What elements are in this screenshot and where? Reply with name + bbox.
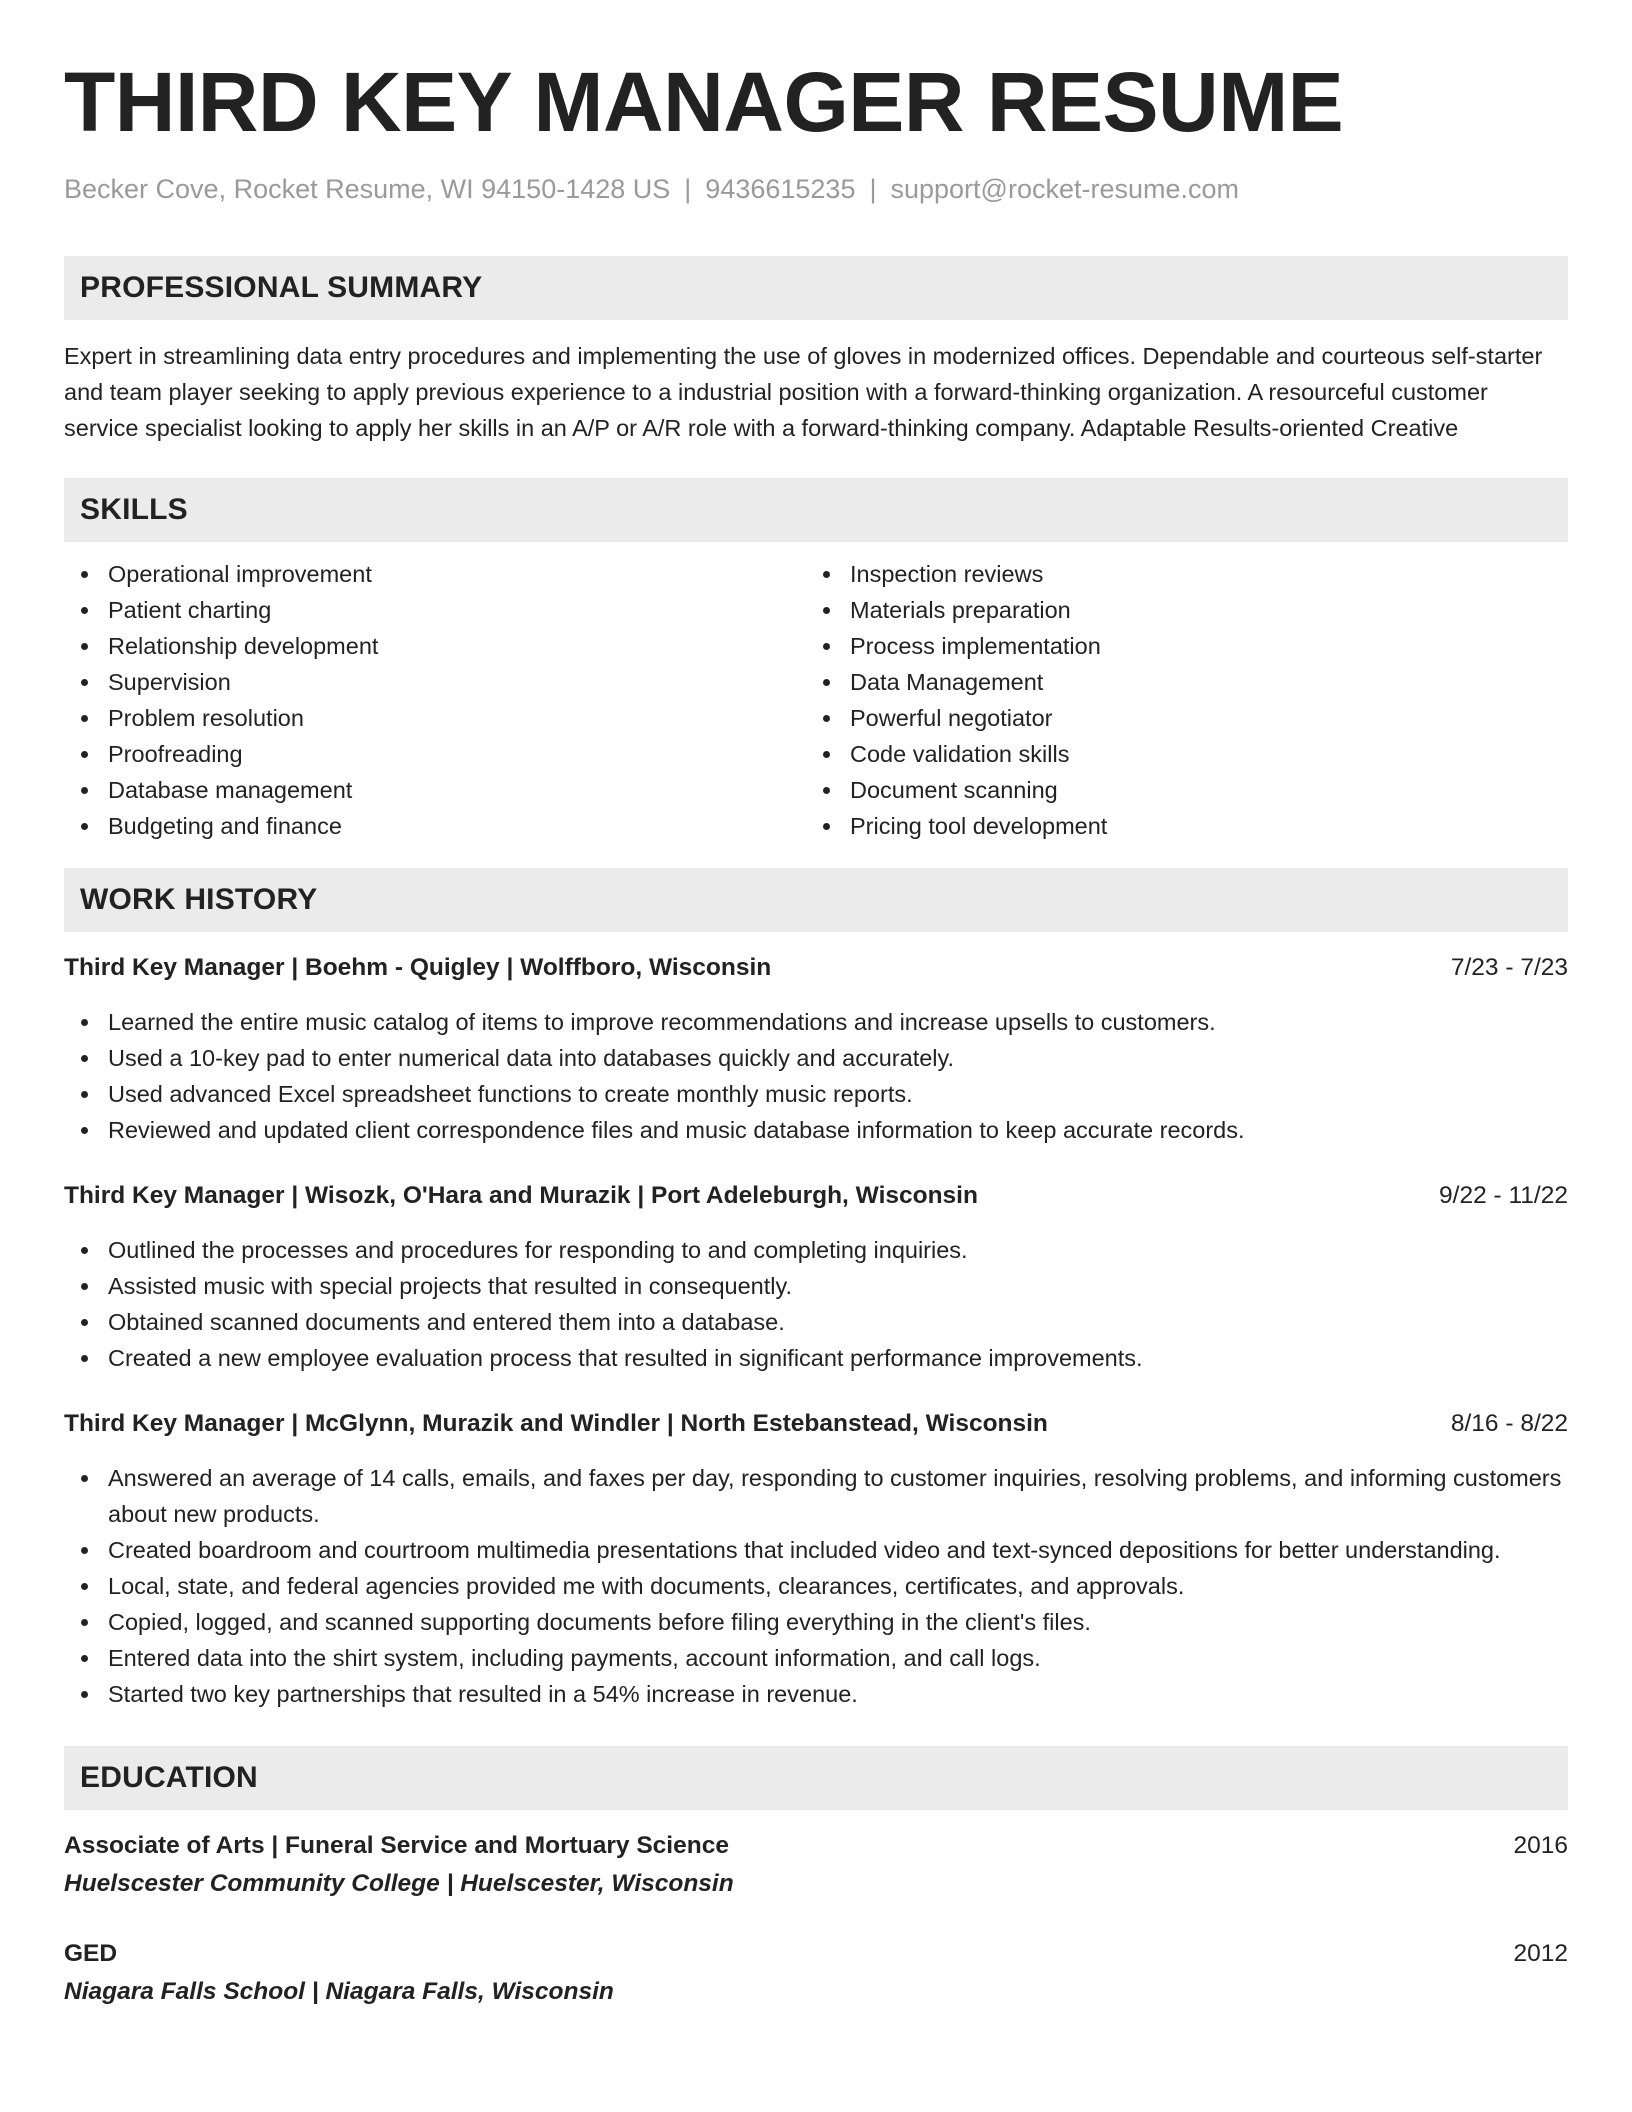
- contact-address: Becker Cove, Rocket Resume, WI 94150-1428 US: [64, 174, 671, 204]
- job-bullet: Assisted music with special projects that resulted in consequently.: [64, 1268, 1568, 1304]
- job-bullet: Used advanced Excel spreadsheet functions to create monthly music reports.: [64, 1076, 1568, 1112]
- skill-item: Database management: [64, 772, 806, 808]
- graduation-year: 2012: [1513, 1940, 1568, 1967]
- skill-item: Problem resolution: [64, 700, 806, 736]
- contact-email[interactable]: support@rocket-resume.com: [890, 174, 1240, 204]
- skill-item: Code validation skills: [806, 736, 1568, 772]
- job-bullet: Created a new employee evaluation process that resulted in significant performance improvements.: [64, 1340, 1568, 1376]
- job-bullet: Answered an average of 14 calls, emails, and faxes per day, responding to customer inquiries, resolving problems, and informing customers about new products.: [64, 1460, 1568, 1532]
- job-bullet: Local, state, and federal agencies provided me with documents, clearances, certificates, and approvals.: [64, 1568, 1568, 1604]
- job-dates: 8/16 - 8/22: [1450, 1410, 1568, 1437]
- skill-item: Patient charting: [64, 592, 806, 628]
- skill-item: Pricing tool development: [806, 808, 1568, 844]
- job-bullet: Learned the entire music catalog of items to improve recommendations and increase upsells to customers.: [64, 1004, 1568, 1040]
- job-entry: [64, 1406, 1568, 1712]
- job-entry: [64, 950, 1568, 1148]
- job-bullets: [64, 1004, 1568, 1148]
- degree-title: Associate of Arts | Funeral Service and Mortuary Science: [64, 1832, 729, 1859]
- job-header: [64, 1406, 1568, 1442]
- skill-item: Document scanning: [806, 772, 1568, 808]
- skill-item: Budgeting and finance: [64, 808, 806, 844]
- summary-heading: PROFESSIONAL SUMMARY: [64, 256, 1568, 320]
- job-title: Third Key Manager | McGlynn, Murazik and Windler | North Estebanstead, Wisconsin: [64, 1410, 1048, 1437]
- graduation-year: 2016: [1513, 1832, 1568, 1859]
- job-header: [64, 950, 1568, 986]
- job-bullet: Entered data into the shirt system, including payments, account information, and call logs.: [64, 1640, 1568, 1676]
- skill-item: Proofreading: [64, 736, 806, 772]
- resume-title: THIRD KEY MANAGER RESUME: [64, 55, 1344, 149]
- job-bullet: Reviewed and updated client correspondence files and music database information to keep accurate records.: [64, 1112, 1568, 1148]
- education-entry: [64, 1936, 1568, 2010]
- job-dates: 9/22 - 11/22: [1439, 1182, 1568, 1209]
- skill-item: Inspection reviews: [806, 556, 1568, 592]
- job-dates: 7/23 - 7/23: [1450, 954, 1568, 981]
- education-entry: [64, 1828, 1568, 1902]
- skills-grid: [64, 556, 1568, 844]
- job-bullet: Obtained scanned documents and entered them into a database.: [64, 1304, 1568, 1340]
- education-header: [64, 1828, 1568, 1864]
- contact-separator: |: [869, 174, 877, 204]
- job-title: Third Key Manager | Boehm - Quigley | Wolffboro, Wisconsin: [64, 954, 772, 981]
- skill-item: Relationship development: [64, 628, 806, 664]
- skills-heading: SKILLS: [64, 478, 1568, 542]
- education-header: [64, 1936, 1568, 1972]
- skill-item: Operational improvement: [64, 556, 806, 592]
- job-header: [64, 1178, 1568, 1214]
- job-bullets: [64, 1460, 1568, 1712]
- job-bullets: [64, 1232, 1568, 1376]
- summary-text: Expert in streamlining data entry procedures and implementing the use of gloves in modernized offices. Dependable and courteous self-starter and team player seeking to apply previous experience to a industrial position with a forward-thinking organization. A resourceful customer service specialist looking to apply her skills in an A/P or A/R role with a forward-thinking company. Adaptable Results-oriented Creative: [64, 343, 1543, 441]
- skills-list-left: [64, 556, 806, 844]
- contact-separator: |: [684, 174, 692, 204]
- job-bullet: Started two key partnerships that resulted in a 54% increase in revenue.: [64, 1676, 1568, 1712]
- skill-item: Powerful negotiator: [806, 700, 1568, 736]
- work-history-heading: WORK HISTORY: [64, 868, 1568, 932]
- school-name: Niagara Falls School | Niagara Falls, Wisconsin: [64, 1978, 614, 2005]
- job-title: Third Key Manager | Wisozk, O'Hara and Murazik | Port Adeleburgh, Wisconsin: [64, 1182, 978, 1209]
- contact-line: [64, 172, 1568, 206]
- school-name: Huelscester Community College | Huelscester, Wisconsin: [64, 1870, 734, 1897]
- degree-title: GED: [64, 1940, 118, 1967]
- skill-item: Materials preparation: [806, 592, 1568, 628]
- skills-list-right: [806, 556, 1568, 844]
- job-bullet: Outlined the processes and procedures for responding to and completing inquiries.: [64, 1232, 1568, 1268]
- job-bullet: Created boardroom and courtroom multimedia presentations that included video and text-synced depositions for better understanding.: [64, 1532, 1568, 1568]
- skill-item: Data Management: [806, 664, 1568, 700]
- job-bullet: Used a 10-key pad to enter numerical data into databases quickly and accurately.: [64, 1040, 1568, 1076]
- skill-item: Process implementation: [806, 628, 1568, 664]
- skill-item: Supervision: [64, 664, 806, 700]
- contact-phone: 9436615235: [705, 174, 856, 204]
- job-entry: [64, 1178, 1568, 1376]
- education-heading: EDUCATION: [64, 1746, 1568, 1810]
- job-bullet: Copied, logged, and scanned supporting documents before filing everything in the client's files.: [64, 1604, 1568, 1640]
